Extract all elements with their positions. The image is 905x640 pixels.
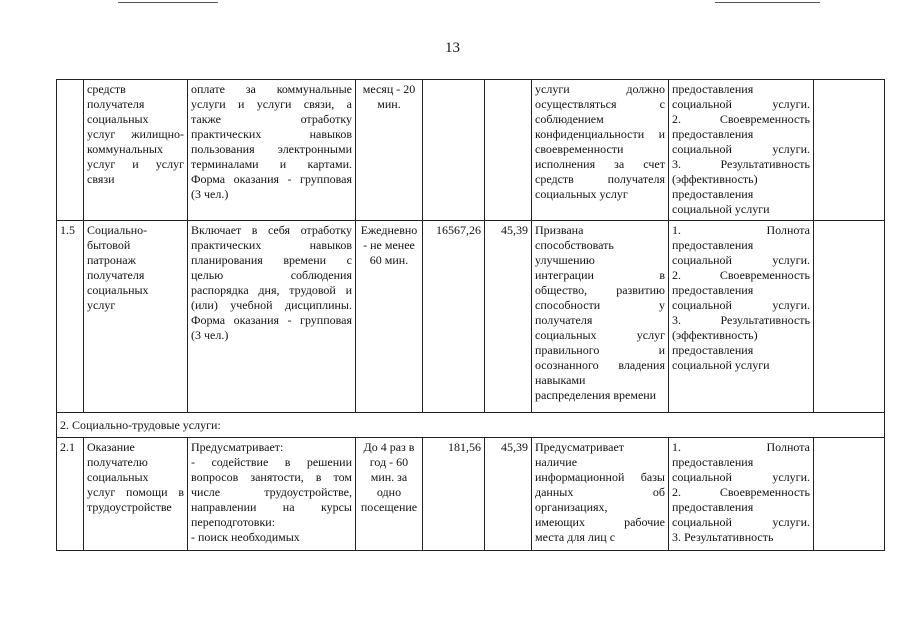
- text-line: распорядка дня, трудовой и: [191, 283, 352, 297]
- text-line: способствовать: [535, 238, 614, 252]
- text-line: 2. Своевременность: [672, 268, 810, 282]
- quality-criteria-cell: [669, 438, 814, 551]
- text-line: 60 мин.: [369, 253, 409, 267]
- table-row: [57, 80, 885, 221]
- section-header-row: [57, 413, 885, 438]
- text-line: социальных услуг: [535, 328, 665, 342]
- row-number-cell: 1.5: [57, 221, 84, 413]
- text-line: социальных: [87, 283, 149, 297]
- empty-cell: [814, 221, 885, 413]
- text-line: (3 чел.): [191, 328, 229, 342]
- text-line: 2. Своевременность: [672, 485, 810, 499]
- text-line: - содействие в решении: [191, 455, 352, 469]
- text-line: средств получателя: [535, 172, 665, 186]
- text-line: получателя: [87, 268, 145, 282]
- text-line: услуг и услуг: [87, 157, 184, 171]
- text-line: Включает в себя отработку: [191, 223, 352, 237]
- text-line: планирования времени с: [191, 253, 352, 267]
- quality-criteria-cell: [669, 80, 814, 221]
- text-line: места для лиц с: [535, 530, 616, 544]
- text-line: - поиск необходимых: [191, 530, 300, 544]
- text-line: направлении на курсы: [191, 500, 352, 514]
- text-line: Форма оказания - групповая: [191, 313, 352, 327]
- text-line: предоставления: [672, 187, 754, 201]
- text-line: Форма оказания - групповая: [191, 172, 352, 186]
- service-period-cell: [356, 80, 423, 221]
- text-line: коммунальных: [87, 142, 163, 156]
- text-line: правильного и: [535, 343, 665, 357]
- text-line: Призвана: [535, 223, 584, 237]
- text-line: социальной услуги: [672, 202, 770, 216]
- service-name-cell: [84, 438, 188, 551]
- text-line: трудоустройстве: [87, 500, 172, 514]
- service-description-cell: [188, 221, 356, 413]
- text-line: улучшению: [535, 253, 595, 267]
- text-line: услуги и услуги связи, а: [191, 97, 352, 111]
- text-line: предоставления: [672, 343, 754, 357]
- text-line: (или) учебной дисциплины.: [191, 298, 352, 312]
- text-line: пользования электронными: [191, 142, 352, 156]
- service-name-cell: [84, 221, 188, 413]
- text-line: - не менее: [363, 238, 415, 252]
- text-line: 3. Результативность: [672, 313, 810, 327]
- empty-cell: [814, 80, 885, 221]
- text-line: наличие: [535, 455, 578, 469]
- text-line: одно: [376, 485, 402, 499]
- text-line: Предусматривает:: [191, 440, 284, 454]
- text-line: месяц - 20: [362, 82, 416, 96]
- tariff-cell: [423, 80, 485, 221]
- conditions-cell: [532, 438, 669, 551]
- row-number-cell: 2.1: [57, 438, 84, 551]
- text-line: услуг помощи в: [87, 485, 184, 499]
- quantity-cell: 45,39: [485, 221, 532, 413]
- page-number: 13: [445, 40, 460, 56]
- text-line: услуг: [87, 298, 116, 312]
- text-line: получателя: [87, 97, 145, 111]
- text-line: социальной услуги: [672, 358, 770, 372]
- top-rule-left: [118, 2, 218, 3]
- text-line: мин.: [377, 97, 401, 111]
- text-line: осуществляться с: [535, 97, 665, 111]
- service-period-cell: [356, 221, 423, 413]
- row-number-cell: [57, 80, 84, 221]
- text-line: 1. Полнота: [672, 223, 810, 237]
- text-line: вопросов занятости, в том: [191, 470, 352, 484]
- text-line: средств: [87, 82, 126, 96]
- service-name-cell: [84, 80, 188, 221]
- text-line: целью соблюдения: [191, 268, 352, 282]
- text-line: 3. Результативность: [672, 157, 810, 171]
- text-line: социальной услуги.: [672, 253, 810, 267]
- text-line: социальной услуги.: [672, 298, 810, 312]
- text-line: получателя: [535, 313, 593, 327]
- service-period-cell: [356, 438, 423, 551]
- text-line: осознанного владения: [535, 358, 665, 372]
- text-line: год - 60: [369, 455, 409, 469]
- text-line: (эффективность): [672, 328, 758, 342]
- text-line: социальной услуги.: [672, 515, 810, 529]
- conditions-cell: [532, 80, 669, 221]
- text-line: посещение: [360, 500, 418, 514]
- text-line: предоставления: [672, 82, 754, 96]
- text-line: оплате за коммунальные: [191, 82, 352, 96]
- text-line: числе трудоустройстве,: [191, 485, 352, 499]
- conditions-cell: [532, 221, 669, 413]
- text-line: переподготовки:: [191, 515, 276, 529]
- table-row: [57, 221, 885, 413]
- text-line: распределения времени: [535, 388, 657, 402]
- text-line: социальных: [87, 470, 149, 484]
- top-rule-right: [715, 2, 820, 3]
- text-line: терминалами и картами.: [191, 157, 352, 171]
- text-line: социальной услуги.: [672, 470, 810, 484]
- text-line: До 4 раз в: [363, 440, 415, 454]
- empty-cell: [814, 438, 885, 551]
- text-line: данных об: [535, 485, 665, 499]
- text-line: (3 чел.): [191, 187, 229, 201]
- tariff-cell: 16567,26: [423, 221, 485, 413]
- services-table: [56, 79, 885, 551]
- text-line: социальных услуг: [535, 187, 628, 201]
- text-line: соблюдением: [535, 112, 604, 126]
- text-line: практических навыков: [191, 238, 352, 252]
- text-line: 2. Своевременность: [672, 112, 810, 126]
- quantity-cell: [485, 80, 532, 221]
- text-line: организациях,: [535, 500, 608, 514]
- text-line: конфиденциальности и: [535, 127, 665, 141]
- text-line: получателю: [87, 455, 148, 469]
- text-line: практических навыков: [191, 127, 352, 141]
- quantity-cell: 45,39: [485, 438, 532, 551]
- text-line: услуги должно: [535, 82, 665, 96]
- text-line: интеграции в: [535, 268, 665, 282]
- section-title: 2. Социально-трудовые услуги:: [57, 413, 885, 438]
- text-line: предоставления: [672, 283, 754, 297]
- text-line: социальных: [87, 112, 149, 126]
- tariff-cell: 181,56: [423, 438, 485, 551]
- text-line: мин. за: [370, 470, 408, 484]
- text-line: Социально-: [87, 223, 148, 237]
- text-line: социальной услуги.: [672, 142, 810, 156]
- service-description-cell: [188, 80, 356, 221]
- text-line: предоставления: [672, 500, 754, 514]
- text-line: Ежедневно: [360, 223, 418, 237]
- service-description-cell: [188, 438, 356, 551]
- text-line: 3. Результативность: [672, 530, 774, 544]
- text-line: предоставления: [672, 127, 754, 141]
- table-row: [57, 438, 885, 551]
- text-line: Предусматривает: [535, 440, 625, 454]
- text-line: предоставления: [672, 238, 754, 252]
- quality-criteria-cell: [669, 221, 814, 413]
- text-line: связи: [87, 172, 115, 186]
- text-line: исполнения за счет: [535, 157, 665, 171]
- text-line: социальной услуги.: [672, 97, 810, 111]
- text-line: способности у: [535, 298, 665, 312]
- text-line: 1. Полнота: [672, 440, 810, 454]
- text-line: информационной базы: [535, 470, 665, 484]
- text-line: предоставления: [672, 455, 754, 469]
- text-line: (эффективность): [672, 172, 758, 186]
- text-line: услуг жилищно-: [87, 127, 184, 141]
- text-line: также отработку: [191, 112, 352, 126]
- text-line: бытовой: [87, 238, 131, 252]
- text-line: своевременности: [535, 142, 624, 156]
- text-line: навыками: [535, 373, 586, 387]
- text-line: имеющих рабочие: [535, 515, 665, 529]
- text-line: общество, развитию: [535, 283, 665, 297]
- text-line: патронаж: [87, 253, 136, 267]
- text-line: Оказание: [87, 440, 135, 454]
